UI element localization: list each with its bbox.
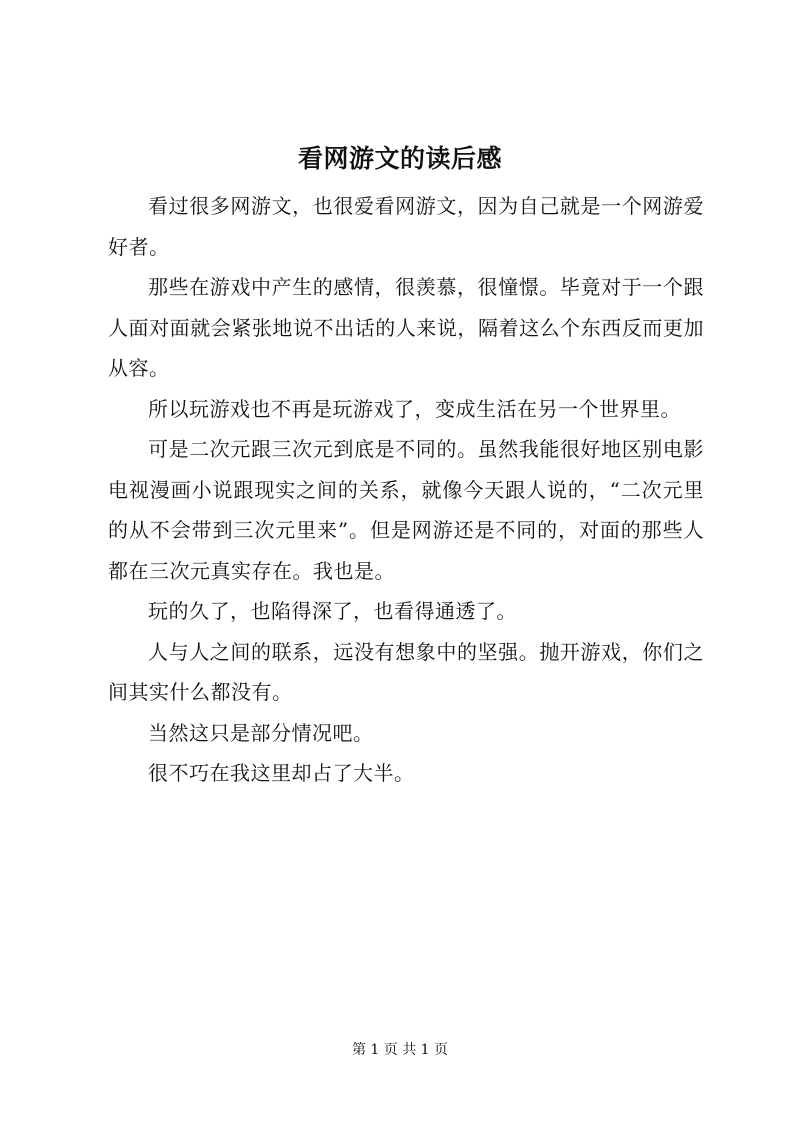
paragraph: 所以玩游戏也不再是玩游戏了，变成生活在另一个世界里。 [148, 396, 681, 421]
page-footer: 第 1 页 共 1 页 [351, 1042, 449, 1058]
paragraph: 看过很多网游文，也很爱看网游文，因为自己就是一个网游爱好者。 [108, 194, 704, 259]
document-title: 看网游文的读后感 [297, 144, 502, 173]
paragraph: 人与人之间的联系，远没有想象中的坚强。抛开游戏，你们之间其实什么都没有。 [108, 639, 704, 704]
paragraph: 很不巧在我这里却占了大半。 [148, 761, 415, 785]
document-body [108, 186, 704, 794]
paragraph: 玩的久了，也陷得深了，也看得通透了。 [148, 599, 517, 623]
paragraph: 当然这只是部分情况吧。 [148, 720, 374, 745]
paragraph: 可是二次元跟三次元到底是不同的。虽然我能很好地区别电影电视漫画小说跟现实之间的关系，就像今天跟人说的，“二次元里的从不会带到三次元里来”。但是网游还是不同的，对面的那些人都在三次元真实存在。我也是。 [108, 437, 704, 583]
paragraph: 那些在游戏中产生的感情，很羡慕，很憧憬。毕竟对于一个跟人面对面就会紧张地说不出话的人来说，隔着这么个东西反而更加从容。 [108, 275, 704, 380]
